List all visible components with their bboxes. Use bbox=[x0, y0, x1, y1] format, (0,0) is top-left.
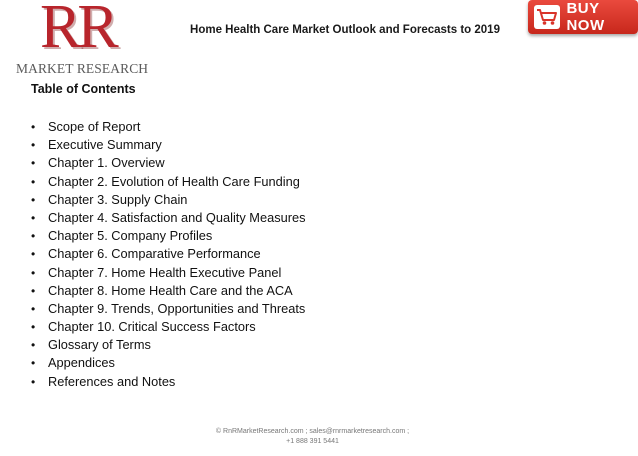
bullet-icon: • bbox=[31, 156, 36, 171]
toc-item-label: Chapter 6. Comparative Performance bbox=[48, 246, 261, 262]
bullet-icon: • bbox=[31, 192, 36, 207]
toc-item-label: Chapter 9. Trends, Opportunities and Threats bbox=[48, 300, 306, 316]
logo-mark: RR bbox=[40, 0, 115, 61]
toc-item-label: Scope of Report bbox=[48, 119, 141, 134]
toc-list bbox=[31, 118, 306, 391]
footer-line-1: © RnRMarketResearch.com ; sales@rnrmarketresearch.com ; bbox=[215, 428, 410, 435]
toc-item bbox=[31, 373, 306, 391]
buy-now-label: BUY NOW bbox=[566, 0, 605, 34]
toc-item-label: Glossary of Terms bbox=[48, 337, 151, 353]
bullet-icon: • bbox=[31, 229, 36, 244]
toc-item bbox=[31, 191, 306, 209]
toc-item-label: Chapter 1. Overview bbox=[48, 155, 165, 171]
bullet-icon: • bbox=[31, 174, 36, 189]
bullet-icon: • bbox=[31, 356, 36, 371]
bullet-icon: • bbox=[31, 301, 36, 316]
toc-item bbox=[31, 227, 306, 245]
bullet-icon: • bbox=[31, 338, 36, 353]
toc-item-label: Chapter 3. Supply Chain bbox=[48, 191, 188, 207]
toc-item bbox=[31, 318, 306, 336]
toc-item bbox=[31, 154, 306, 172]
toc-item-label: Chapter 7. Home Health Executive Panel bbox=[48, 264, 282, 280]
cart-icon bbox=[534, 5, 560, 29]
toc-item bbox=[31, 300, 306, 318]
bullet-icon: • bbox=[31, 320, 36, 335]
toc-item-label: Chapter 4. Satisfaction and Quality Measures bbox=[48, 209, 306, 225]
toc-item bbox=[31, 264, 306, 282]
footer-contact bbox=[160, 427, 465, 447]
bullet-icon: • bbox=[31, 210, 36, 225]
bullet-icon: • bbox=[31, 265, 36, 280]
logo-name: MARKET RESEARCH bbox=[16, 61, 149, 76]
toc-item bbox=[31, 118, 306, 136]
toc-item bbox=[31, 282, 306, 300]
toc-item bbox=[31, 173, 306, 191]
toc-item bbox=[31, 354, 306, 372]
toc-item-label: References and Notes bbox=[48, 373, 176, 389]
bullet-icon: • bbox=[31, 247, 36, 262]
bullet-icon: • bbox=[31, 138, 36, 153]
toc-item-label: Appendices bbox=[48, 355, 115, 371]
bullet-icon: • bbox=[31, 120, 36, 134]
buy-now-button[interactable] bbox=[528, 0, 638, 34]
toc-item-label: Chapter 2. Evolution of Health Care Funding bbox=[48, 173, 300, 189]
toc-item bbox=[31, 336, 306, 354]
toc-item bbox=[31, 136, 306, 154]
toc-item-label: Chapter 8. Home Health Care and the ACA bbox=[48, 282, 293, 298]
toc-item-label: Executive Summary bbox=[48, 137, 162, 153]
footer-line-2: +1 888 391 5441 bbox=[286, 438, 339, 445]
toc-heading: Table of Contents bbox=[31, 82, 136, 96]
company-logo bbox=[16, 0, 162, 80]
toc-item-label: Chapter 10. Critical Success Factors bbox=[48, 319, 256, 335]
toc-item-label: Chapter 5. Company Profiles bbox=[48, 228, 213, 244]
toc-item bbox=[31, 245, 306, 263]
bullet-icon: • bbox=[31, 374, 36, 389]
page-title: Home Health Care Market Outlook and Forecasts to 2019 bbox=[190, 24, 500, 36]
bullet-icon: • bbox=[31, 283, 36, 298]
toc-item bbox=[31, 209, 306, 227]
